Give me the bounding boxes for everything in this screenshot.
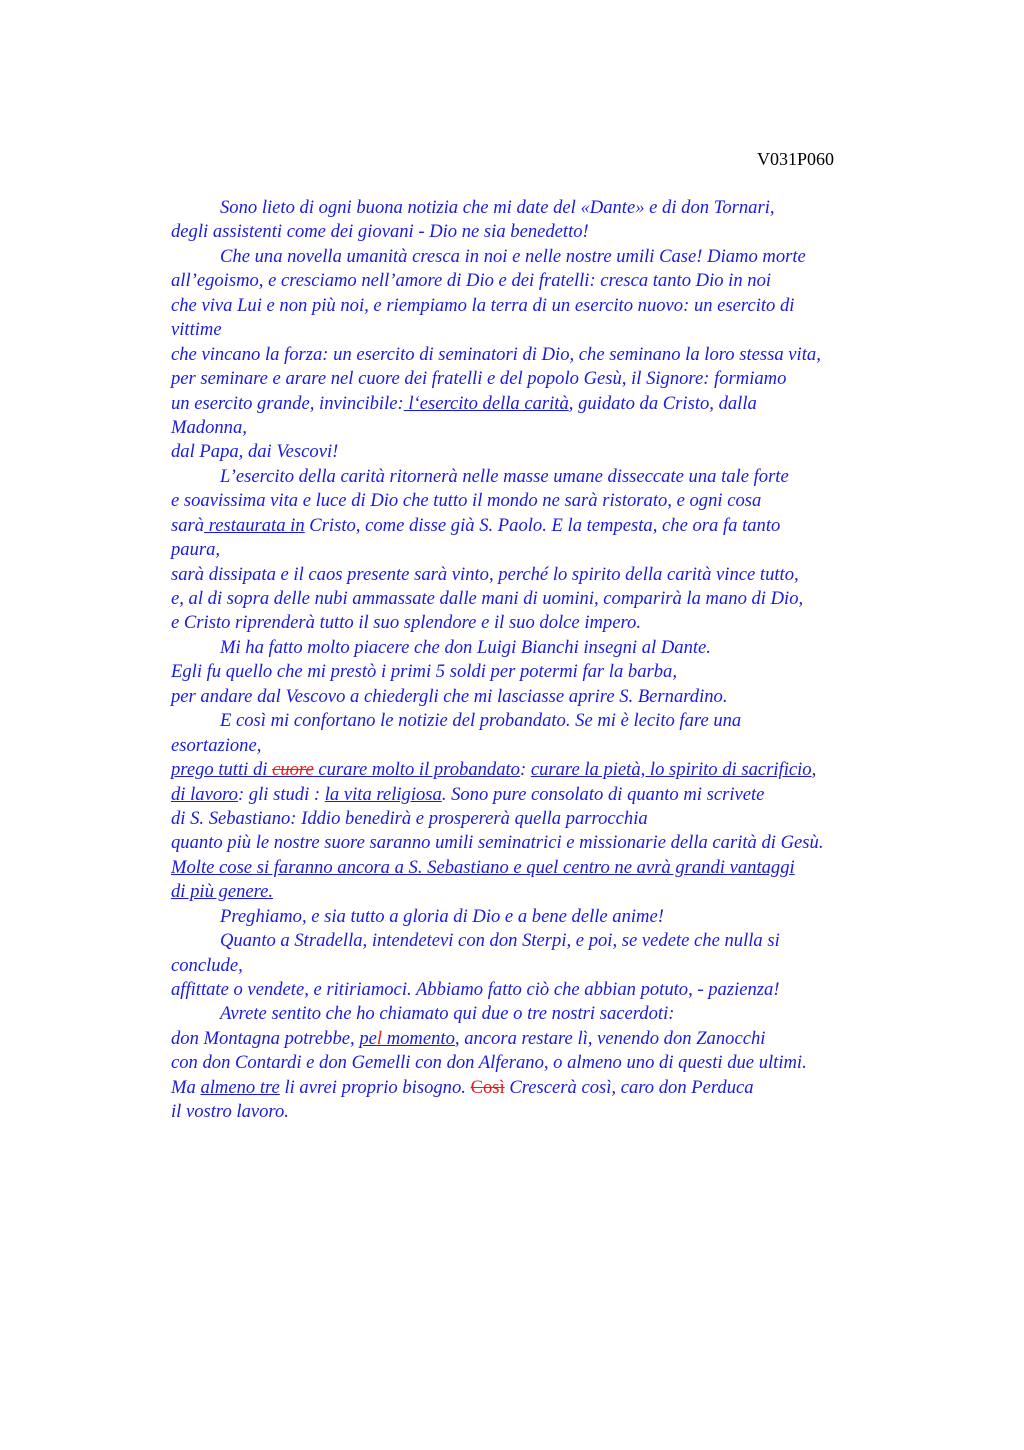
text-line: e, al di sopra delle nubi ammassate dalle mani di uomini, comparirà la mano di Dio,: [171, 588, 804, 609]
text-span: un esercito grande, invincibile:: [171, 392, 404, 414]
text-line: che vincano la forza: un esercito di seminatori di Dio, che seminano la loro stessa vita,: [171, 343, 821, 365]
text-line: [171, 514, 911, 538]
letter-body: [171, 196, 911, 1125]
text-line: Sono lieto di ogni buona notizia che mi date del «Dante» e di don Tornari,: [220, 197, 775, 218]
text-span: ,: [811, 759, 817, 781]
text-line: [171, 1027, 911, 1051]
text-line: Mi ha fatto molto piacere che don Luigi Bianchi insegni al Dante.: [220, 636, 711, 658]
deleted-text: Così: [470, 1076, 505, 1098]
text-line: per andare dal Vescovo a chiedergli che mi lasciasse aprire S. Bernardino.: [171, 685, 728, 707]
text-line: conclude,: [171, 954, 243, 976]
text-span: Crescerà così, caro don Perduca: [504, 1076, 754, 1098]
text-line: Preghiamo, e sia tutto a gloria di Dio e a bene delle anime!: [220, 905, 664, 927]
text-line: di più genere.: [171, 881, 274, 903]
text-line: per seminare e arare nel cuore dei fratelli e del popolo Gesù, il Signore: formiamo: [171, 368, 787, 390]
underlined-text: [171, 759, 520, 780]
text-line: all’egoismo, e cresciamo nell’amore di Dio e dei fratelli: cresca tanto Dio in noi: [171, 270, 772, 292]
text-line: L’esercito della carità ritornerà nelle masse umane disseccate una tale forte: [220, 465, 789, 487]
text-span: li avrei proprio bisogno.: [279, 1076, 471, 1098]
text-line: che viva Lui e non più noi, e riempiamo la terra di un esercito nuovo: un esercito di: [171, 294, 795, 316]
text-line: sarà dissipata e il caos presente sarà vinto, perché lo spirito della carità vince tutto,: [171, 563, 799, 585]
text-line: esortazione,: [171, 734, 262, 756]
text-line: affittate o vendete, e ritiriamoci. Abbiamo fatto ciò che abbian potuto, - pazienza!: [171, 979, 780, 1000]
page-identifier: V031P060: [757, 149, 835, 169]
underlined-text: [359, 1028, 455, 1049]
text-line: paura,: [171, 539, 221, 561]
text-line: con don Contardi e don Gemelli con don Alferano, o almeno uno di questi due ultimi.: [171, 1052, 807, 1074]
inserted-text: l: [376, 1027, 383, 1049]
underlined-text: la vita religiosa: [324, 783, 442, 805]
underlined-text: l‘esercito della carità: [403, 392, 569, 414]
text-span: :: [519, 759, 531, 781]
text-line: [171, 1076, 911, 1100]
underlined-text: curare la pietà, lo spirito di sacrificio: [530, 759, 812, 781]
text-line: Egli fu quello che mi prestò i primi 5 soldi per potermi far la barba,: [171, 661, 677, 683]
deleted-text: cuore: [272, 759, 314, 781]
text-line: il vostro lavoro.: [171, 1101, 289, 1123]
text-line: Molte cose si faranno ancora a S. Sebastiano e quel centro ne avrà grandi vantaggi: [171, 856, 795, 878]
text-span: , ancora restare lì, venendo don Zanocchi: [454, 1027, 766, 1049]
text-span: : gli studi :: [237, 783, 325, 805]
text-line: E così mi confortano le notizie del probandato. Se mi è lecito fare una: [220, 710, 742, 732]
text-line: dal Papa, dai Vescovi!: [171, 441, 339, 463]
text-line: [171, 783, 911, 807]
text-line: Avrete sentito che ho chiamato qui due o tre nostri sacerdoti:: [220, 1003, 675, 1025]
text-span: . Sono pure consolato di quanto mi scrivete: [441, 783, 765, 805]
text-line: Quanto a Stradella, intendetevi con don Sterpi, e poi, se vedete che nulla si: [220, 930, 780, 952]
text-line: quanto più le nostre suore saranno umili seminatrici e missionarie della carità di Gesù.: [171, 832, 824, 854]
text-line: Che una novella umanità cresca in noi e nelle nostre umili Case! Diamo morte: [220, 245, 806, 267]
text-span: pe: [359, 1027, 377, 1049]
text-line: vittime: [171, 319, 222, 341]
text-span: sarà: [171, 514, 205, 536]
text-line: degli assistenti come dei giovani - Dio ne sia benedetto!: [171, 221, 589, 243]
text-span: Cristo, come disse già S. Paolo. E la tempesta, che ora fa tanto: [304, 514, 781, 536]
text-line: [171, 392, 911, 416]
text-line: [171, 758, 911, 782]
text-span: , guidato da Cristo, dalla: [568, 392, 757, 414]
text-line: di S. Sebastiano: Iddio benedirà e prospererà quella parrocchia: [171, 807, 648, 829]
text-span: don Montagna potrebbe,: [171, 1027, 360, 1049]
underlined-text: restaurata in: [204, 514, 305, 536]
text-line: Madonna,: [171, 416, 247, 438]
text-span: prego tutti di: [171, 759, 273, 781]
underlined-text: di lavoro: [171, 783, 238, 805]
text-span: momento: [382, 1027, 455, 1049]
underlined-text: almeno tre: [200, 1076, 280, 1098]
text-span: curare molto il probandato: [313, 759, 520, 781]
text-span: Ma: [171, 1076, 201, 1098]
text-line: e soavissima vita e luce di Dio che tutto il mondo ne sarà ristorato, e ogni cosa: [171, 490, 762, 512]
text-line: e Cristo riprenderà tutto il suo splendore e il suo dolce impero.: [171, 612, 641, 634]
